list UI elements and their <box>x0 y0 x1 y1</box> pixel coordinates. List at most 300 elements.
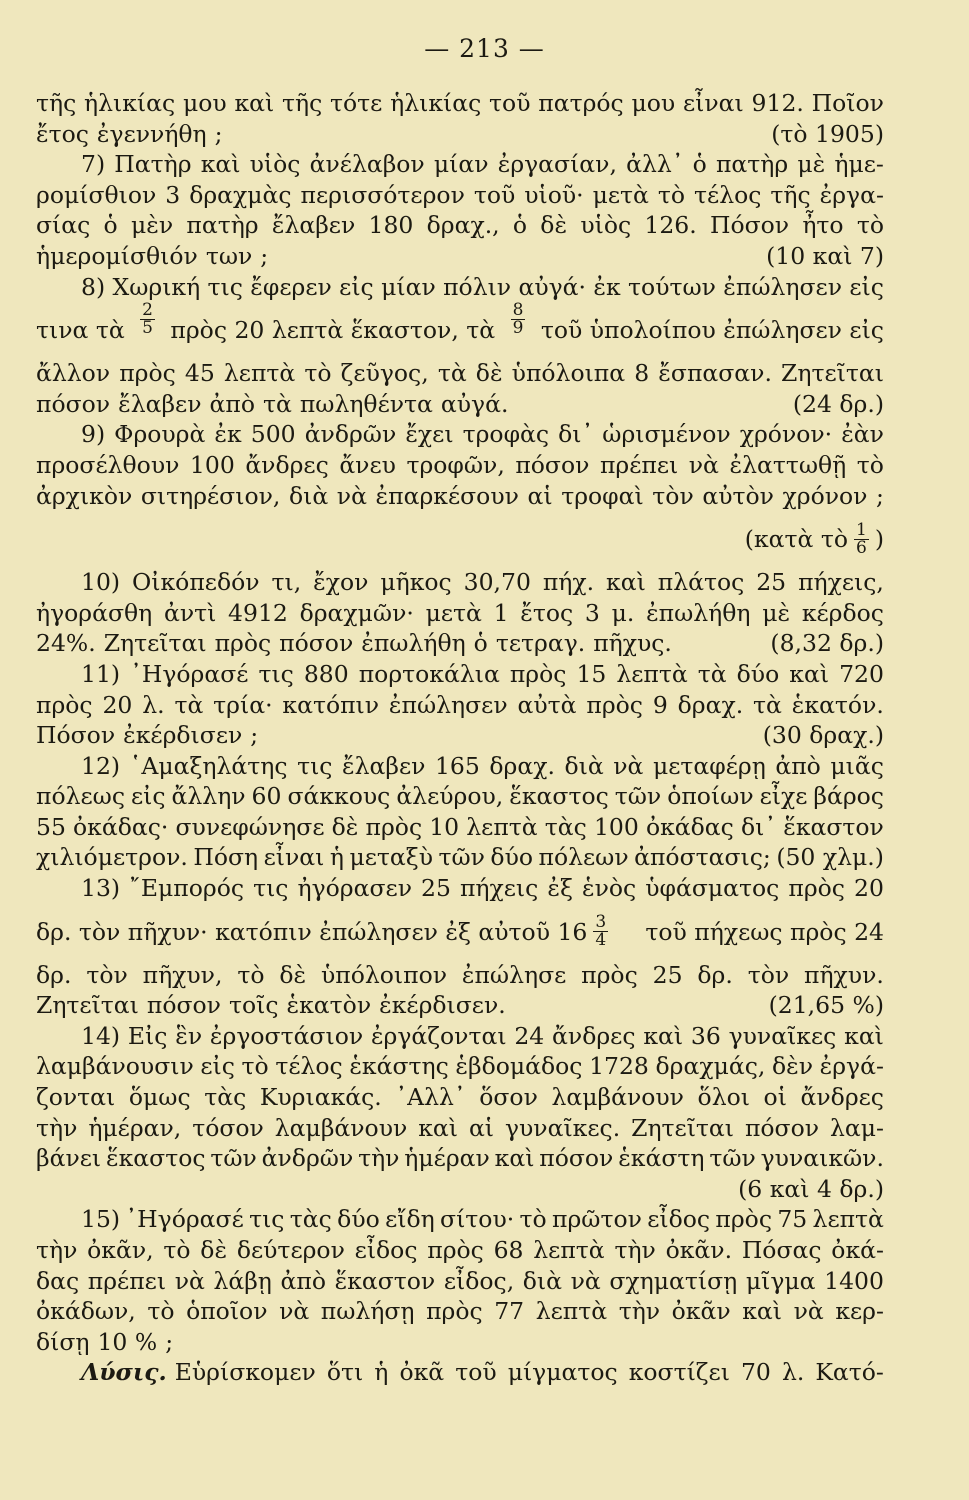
word: ἔλαβεν <box>342 751 426 780</box>
word: Ζητεῖται <box>781 359 884 388</box>
page-number: — 213 — <box>424 34 545 63</box>
word: λαμβάνουν <box>274 1113 408 1142</box>
word: 3 <box>165 180 181 209</box>
word: μίαν <box>381 272 436 301</box>
word: τὸ <box>241 1052 269 1081</box>
answer-line <box>36 511 884 567</box>
word: ὅτι <box>326 1358 364 1387</box>
word: πῆχυν, <box>142 960 223 989</box>
word: ἐργα- <box>819 180 884 209</box>
word: πήχ. <box>542 568 595 597</box>
word: δας <box>36 1266 80 1295</box>
word: Πόσον <box>709 211 790 240</box>
word: Ζητεῖται <box>36 991 139 1020</box>
word: τῶν <box>614 782 662 811</box>
answer: (6 καὶ 4 δρ.) <box>738 1174 884 1203</box>
word: σάκκους <box>287 782 391 811</box>
text-line <box>36 690 884 721</box>
denominator: 4 <box>595 930 607 951</box>
word: πλάτος <box>657 568 745 597</box>
word: σχηματίσῃ <box>609 1266 738 1295</box>
word: δὲ <box>200 1236 228 1264</box>
word: λεπτὰ <box>812 1205 884 1234</box>
word: ἐργάζονται <box>370 1021 507 1050</box>
text-line <box>36 781 884 812</box>
word: πρὸς <box>214 629 272 658</box>
word: Ζητεῖται <box>631 1113 734 1142</box>
word: 10 <box>429 812 460 841</box>
text-line <box>36 720 884 751</box>
word: μὲ <box>797 150 826 179</box>
text-segment: τοῦ ὑπολοίπου ἐπώλησεν εἰς <box>540 316 884 345</box>
word: τὰ <box>262 389 292 418</box>
word: πωλήσῃ <box>320 1297 415 1326</box>
word: νὰ <box>279 1297 310 1326</box>
word: δι᾿ <box>558 420 594 449</box>
text-segment: τινα τὰ <box>36 316 125 345</box>
word: τις <box>207 272 243 301</box>
numerator: 1 <box>856 519 867 540</box>
answer-line <box>36 1174 884 1205</box>
word: 126. <box>644 211 697 240</box>
word: τέλος <box>694 180 762 209</box>
word: 9) <box>81 420 106 449</box>
word: τετραγ. <box>495 629 586 658</box>
word: νὰ <box>336 481 367 510</box>
word: ἔτος <box>36 119 89 148</box>
word: δύο <box>337 1205 380 1234</box>
word: τρία· <box>213 690 273 719</box>
word: βάρος <box>813 782 884 811</box>
word: δεύτερον <box>236 1236 345 1264</box>
word: πῆχυς. <box>593 629 672 658</box>
word: ᾿Ηγόρασέ <box>125 1205 244 1234</box>
word: ἡλικίας <box>390 89 482 117</box>
text-line <box>36 481 884 512</box>
word: δὲν <box>771 1052 814 1081</box>
word: ἕκαστον <box>334 1266 436 1295</box>
word: 45 <box>184 359 215 388</box>
word: 1400 <box>824 1266 884 1295</box>
word: λεπτὰ <box>535 1297 608 1326</box>
word: ἐργά- <box>819 1052 884 1081</box>
word: ; <box>876 481 884 510</box>
word: ; <box>165 1327 174 1356</box>
word: (50 χλμ.) <box>776 843 884 872</box>
word: 68 <box>493 1236 524 1264</box>
word: ᾿Ηγόρασέ <box>130 659 249 688</box>
word: μίαν <box>433 150 489 179</box>
word: ἕκαστον <box>783 812 884 841</box>
word: ἔλαβεν <box>271 211 356 240</box>
denominator: 9 <box>512 318 524 339</box>
word: ἀπόστασις; <box>634 843 771 872</box>
word: ἀνδρῶν <box>261 1144 354 1173</box>
word: ζονται <box>36 1083 116 1112</box>
word: 912. <box>751 89 804 117</box>
word: 25 <box>421 874 451 903</box>
word: καὶ <box>494 1144 535 1173</box>
word: μου <box>182 89 227 117</box>
word: ἑκάστης <box>349 1052 449 1081</box>
answer: (24 δρ.) <box>792 389 884 418</box>
word: ὅσον <box>479 1083 538 1112</box>
word: μὲν <box>130 211 174 240</box>
word: συνεφώνησε <box>175 812 325 841</box>
word: γυναῖκες <box>728 1021 837 1050</box>
word: 11) <box>81 659 121 688</box>
word: ρομίσθιον <box>36 180 157 209</box>
word: ὡρισμένον <box>602 420 731 449</box>
word: τὰ <box>437 359 467 388</box>
word: ἐὰν <box>841 420 884 449</box>
word: πόσον <box>36 389 111 418</box>
word: τὸ <box>657 180 686 209</box>
word: 20 <box>102 690 133 719</box>
word: Εὑρίσκομεν <box>174 1358 316 1387</box>
word: τῶν <box>438 843 485 872</box>
word: ἀλεύρου, <box>396 782 504 811</box>
text-line <box>36 272 884 303</box>
text-line <box>36 1143 884 1174</box>
word: 25 <box>756 568 787 597</box>
word: λεπτὰ <box>533 1236 605 1264</box>
word: 15 <box>576 659 607 688</box>
word: τὰς <box>544 812 587 841</box>
word: ὁ <box>512 211 528 240</box>
word: δραχμῶν· <box>299 598 414 627</box>
word: δρ. <box>697 960 733 989</box>
word: πρὸς <box>509 659 567 688</box>
word: αἱ <box>527 481 553 510</box>
word: 8 <box>634 359 650 388</box>
word: 60 <box>251 782 282 811</box>
word: πόσον <box>146 991 221 1020</box>
word: ἐκέρδισεν. <box>379 991 506 1020</box>
word: ἀνδρῶν <box>304 420 397 449</box>
word: χρόνον <box>782 481 868 510</box>
word: 7) <box>81 150 106 179</box>
denominator: 6 <box>856 537 867 558</box>
word: ; <box>260 241 269 270</box>
word: πρὸς <box>581 960 638 989</box>
word: αὐτὰ <box>517 690 577 719</box>
word: ἡμερομίσθιόν <box>36 241 198 270</box>
word: τροφῶν, <box>406 450 505 479</box>
word: υἱὸς <box>580 211 632 240</box>
word: 10 % <box>97 1327 158 1356</box>
word: πρὸς <box>427 1236 484 1264</box>
word: τὸν <box>747 960 790 989</box>
word: ἐλαττωθῇ <box>729 450 847 479</box>
word: λ. <box>142 690 165 719</box>
word: τοῦ <box>473 180 516 209</box>
word: ἠγόρασεν <box>297 874 412 903</box>
word: εἶναι <box>263 843 325 872</box>
word: οἱ <box>763 1083 787 1112</box>
text-line <box>36 450 884 481</box>
line-words <box>36 720 258 751</box>
word: ἐπώλησεν <box>388 690 508 719</box>
fraction <box>511 302 526 358</box>
word: τὸ <box>856 450 884 479</box>
word: καὶ <box>606 568 646 597</box>
word: ἕκαστος <box>509 782 609 811</box>
word: Φρουρὰ <box>114 420 206 449</box>
word: μετὰ <box>592 180 649 209</box>
answer: (21,65 %) <box>768 991 884 1020</box>
word: μῆκος <box>380 568 452 597</box>
word: δραχ., <box>426 211 500 240</box>
word: ἠγοράσθη <box>36 598 153 627</box>
word: 24 <box>514 1021 545 1050</box>
word: προσέλθουν <box>36 450 180 479</box>
word: κοστίζει <box>628 1358 730 1387</box>
word: 100 <box>189 450 235 479</box>
word: ἀπὸ <box>209 389 255 418</box>
word: 3 <box>584 598 600 627</box>
line-words <box>36 990 506 1021</box>
word: 14) <box>81 1021 121 1050</box>
word: εἶδος <box>354 1236 418 1264</box>
word: τοῦ <box>489 89 531 117</box>
word: μετὰ <box>425 598 482 627</box>
word: πρὸς <box>36 690 93 719</box>
numerator: 8 <box>512 300 524 321</box>
word: ὀκά- <box>831 1236 884 1264</box>
word: πατὴρ <box>186 211 259 240</box>
word: πόσον <box>539 1144 614 1173</box>
word: πρὸς <box>119 359 176 388</box>
word: πόσον <box>515 450 590 479</box>
word: ἡ <box>329 843 344 872</box>
word: νὰ <box>613 751 644 780</box>
word: εἶδος <box>647 1205 711 1234</box>
text-line <box>36 1113 884 1144</box>
word: ὁ <box>473 629 488 658</box>
word: τόσον <box>192 1113 264 1142</box>
word: 8) <box>81 272 106 301</box>
word: τῶν <box>709 1144 756 1173</box>
word: ὑπόλοιπα <box>511 359 626 388</box>
word: πρέπει <box>87 1266 167 1295</box>
word: νὰ <box>174 1266 205 1295</box>
word: βάνει <box>36 1144 102 1173</box>
word: καὶ <box>200 150 241 179</box>
word: δύο <box>490 843 534 872</box>
word: ἄνδρες <box>245 450 329 479</box>
text-line <box>36 180 884 211</box>
word: λαμβάνουν <box>551 1083 684 1112</box>
word: πρὸς <box>365 812 423 841</box>
word: μίγματος <box>507 1358 618 1387</box>
word: χρόνον· <box>739 420 833 449</box>
word: μὲ <box>762 598 791 627</box>
word: ὀκᾶ <box>399 1358 445 1387</box>
word: μεταξὺ <box>349 843 433 872</box>
word: 70 <box>740 1358 771 1387</box>
word: ῾Αμαξηλάτης <box>129 751 288 780</box>
word: ; <box>214 119 223 148</box>
word: τὴν <box>618 1297 661 1326</box>
word: τῆς <box>770 180 811 209</box>
text-line <box>36 1204 884 1235</box>
word: εἶχε <box>759 782 808 811</box>
text-line <box>36 149 884 180</box>
word: εἶναι <box>683 89 744 117</box>
word: τις <box>249 1205 285 1234</box>
word: ἐπωλήθη <box>361 629 466 658</box>
word: ἀρχικὸν <box>36 481 133 510</box>
word: τοῖς <box>228 991 279 1020</box>
word: πωληθέντα <box>299 389 433 418</box>
word: χιλιόμετρον. <box>36 843 188 872</box>
word: δίσῃ <box>36 1327 90 1356</box>
denominator: 5 <box>142 318 153 339</box>
word: ὁποίων <box>667 782 754 811</box>
word: υἱὸς <box>249 150 301 179</box>
word: νὰ <box>793 1297 824 1326</box>
word: τὰ <box>174 690 204 719</box>
word: εἶδος, <box>443 1266 515 1295</box>
word: ἀλλ᾿ <box>626 150 684 179</box>
word: ἐκ <box>593 272 621 301</box>
word: πρὸς <box>426 1297 483 1326</box>
word: ἄλλον <box>36 359 111 388</box>
word: δραχμὰς <box>189 180 292 209</box>
word: ἔλαβεν <box>118 389 202 418</box>
word: τὸν <box>86 960 128 989</box>
word: πρέπει <box>599 450 679 479</box>
word: ἑνὸς <box>581 874 637 903</box>
numerator: 2 <box>142 300 153 321</box>
text-line <box>36 1327 884 1358</box>
word: τις <box>258 659 294 688</box>
word: λ. <box>781 1358 805 1387</box>
word: ἓν <box>175 1021 203 1050</box>
word: Ποῖον <box>811 89 884 117</box>
word: 9 <box>652 690 668 719</box>
word: ἐξ <box>547 874 573 903</box>
word: ὑπόλοιπον <box>320 960 447 989</box>
word: τὸ <box>856 211 884 240</box>
text-line <box>36 1082 884 1113</box>
text-segment: τοῦ πήχεως πρὸς 24 <box>645 917 884 946</box>
word: νὰ <box>570 1266 601 1295</box>
word: δύο <box>736 659 780 688</box>
word: ἐργασίαν, <box>497 150 617 179</box>
word: ἔτος <box>520 598 574 627</box>
word: τὰς <box>289 1205 332 1234</box>
word: ἐργοστάσιον <box>209 1021 364 1050</box>
word: ἔφερεν <box>250 272 332 301</box>
word: ὁ <box>103 211 118 240</box>
text-line <box>36 241 884 272</box>
word: ὅμως <box>128 1083 191 1112</box>
word: λάβῃ <box>213 1266 272 1295</box>
word: ἐκ <box>214 420 242 449</box>
word: 20 <box>854 874 884 903</box>
text-line <box>36 1357 884 1388</box>
word: ἐπωλήθη <box>646 598 751 627</box>
word: τῶν <box>210 1144 257 1173</box>
fraction <box>593 914 608 949</box>
word: δραχ. <box>677 690 744 719</box>
line-words <box>36 119 223 150</box>
text-line <box>36 567 884 598</box>
word: ἡμε- <box>834 150 884 179</box>
word: καὶ <box>643 1021 684 1050</box>
word: ἐπαρκέσουν <box>375 481 519 510</box>
word: καὶ <box>789 659 830 688</box>
text-line <box>36 1021 884 1052</box>
text-line <box>36 419 884 450</box>
word: 1728 <box>589 1052 649 1081</box>
word: 77 <box>494 1297 525 1326</box>
numerator: 3 <box>595 912 607 933</box>
word: διὰ <box>288 481 329 510</box>
word: ἀνέλαβον <box>309 150 425 179</box>
word: Πόσον <box>36 721 116 750</box>
word: πρὸς <box>715 1205 772 1234</box>
word: μῖγμα <box>745 1266 816 1295</box>
text-line <box>36 358 884 389</box>
text-line <box>36 88 884 119</box>
word: δραχ. <box>489 751 555 780</box>
word: νὰ <box>688 450 719 479</box>
word: ζεῦγος, <box>340 359 429 388</box>
word: πήχεις <box>459 874 539 903</box>
word: ἔχον <box>313 568 369 597</box>
word: ἄλλην <box>171 782 246 811</box>
word: ἦτο <box>802 211 844 240</box>
word: διὰ <box>522 1266 563 1295</box>
word: ὑφάσματος <box>645 874 780 903</box>
word: τούτων <box>628 272 716 301</box>
word: Εἰς <box>127 1021 168 1050</box>
word: ἡ <box>374 1358 389 1387</box>
word: κερ- <box>835 1297 884 1326</box>
word: 720 <box>839 659 884 688</box>
word: περισσότερον <box>300 180 465 209</box>
fraction <box>854 519 869 558</box>
word: ἐπώλησεν <box>723 272 842 301</box>
word: δρ. <box>36 960 72 989</box>
word: κέρδος <box>801 598 884 627</box>
word: Χωρική <box>112 272 201 301</box>
word: ἀπὸ <box>280 1266 326 1295</box>
word: πήχεις, <box>798 568 884 597</box>
word: 4912 <box>228 598 288 627</box>
text-line <box>36 598 884 629</box>
text-line <box>36 960 884 991</box>
text-line <box>36 842 884 873</box>
fraction <box>140 302 155 358</box>
text-line <box>36 1296 884 1327</box>
word: ἐγεννήθη <box>96 119 207 148</box>
text-line <box>36 812 884 843</box>
word: τὰ <box>697 659 727 688</box>
word: ὀκᾶν <box>671 1297 731 1326</box>
word: τὸ <box>147 1297 175 1326</box>
text-segment: (κατὰ τὸ <box>744 525 848 554</box>
word: μεταφέρῃ <box>652 751 766 780</box>
text-line <box>36 990 884 1021</box>
word: ἑκατόν. <box>791 690 884 719</box>
word: ἄνδρες <box>800 1083 884 1112</box>
word: ἔσπασαν. <box>658 359 772 388</box>
word: δὲ <box>540 211 568 240</box>
